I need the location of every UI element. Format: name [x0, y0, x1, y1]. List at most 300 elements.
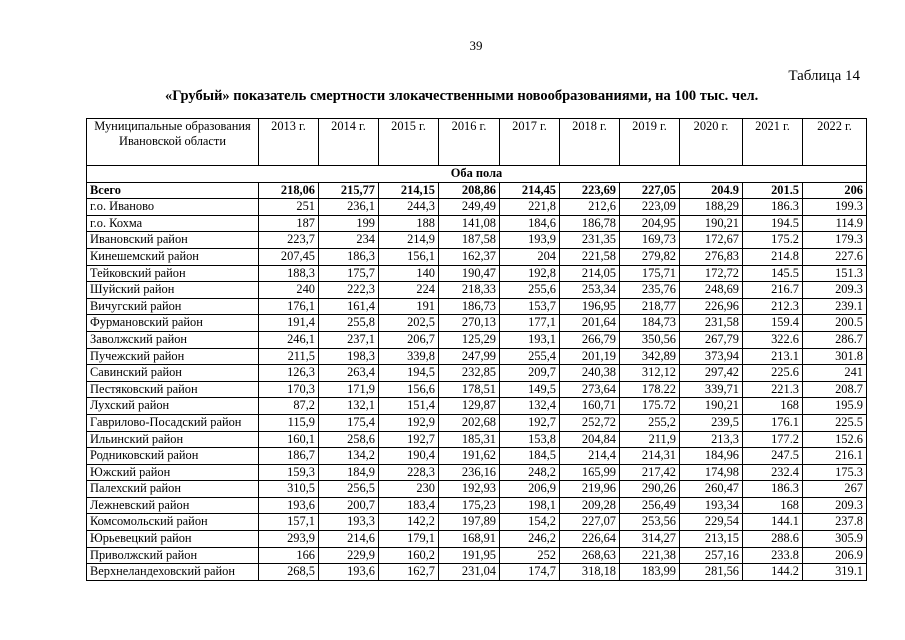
table-cell: 165,99 — [560, 464, 620, 481]
header-row — [87, 119, 867, 166]
table-cell: 172,72 — [680, 265, 743, 282]
column-header: 2014 г. — [319, 119, 379, 166]
column-header: 2022 г. — [803, 119, 867, 166]
row-name: г.о. Иваново — [87, 199, 259, 216]
row-name: г.о. Кохма — [87, 215, 259, 232]
table-cell: 212.3 — [743, 298, 803, 315]
table-cell: 223,09 — [620, 199, 680, 216]
table-cell: 227.6 — [803, 248, 867, 265]
table-cell: 169,73 — [620, 232, 680, 249]
table-cell: 240 — [259, 282, 319, 299]
table-cell: 160,1 — [259, 431, 319, 448]
table-cell: 184,5 — [500, 448, 560, 465]
table-cell: 339,8 — [379, 348, 439, 365]
table-cell: 201.5 — [743, 182, 803, 199]
table-row — [87, 414, 867, 431]
table-cell: 168 — [743, 497, 803, 514]
table-cell: 226,96 — [680, 298, 743, 315]
page-number: 39 — [469, 38, 483, 53]
table-cell: 175.72 — [620, 398, 680, 415]
table-cell: 140 — [379, 265, 439, 282]
table-cell: 190,21 — [680, 215, 743, 232]
table-cell: 206 — [803, 182, 867, 199]
table-cell: 151,4 — [379, 398, 439, 415]
table-cell: 270,13 — [439, 315, 500, 332]
table-cell: 221.3 — [743, 381, 803, 398]
table-cell: 237,1 — [319, 331, 379, 348]
table-cell: 216.1 — [803, 448, 867, 465]
table-cell: 114.9 — [803, 215, 867, 232]
column-header: 2019 г. — [620, 119, 680, 166]
table-cell: 175.2 — [743, 232, 803, 249]
table-cell: 208,86 — [439, 182, 500, 199]
table-cell: 193,9 — [500, 232, 560, 249]
table-cell: 186,3 — [319, 248, 379, 265]
table-cell: 156,1 — [379, 248, 439, 265]
table-cell: 199 — [319, 215, 379, 232]
table-row — [87, 265, 867, 282]
table-cell: 222,3 — [319, 282, 379, 299]
table-cell: 185,31 — [439, 431, 500, 448]
table-row — [87, 431, 867, 448]
row-name: Лухский район — [87, 398, 259, 415]
table-cell: 231,58 — [680, 315, 743, 332]
table-cell: 214.8 — [743, 248, 803, 265]
table-cell: 255,2 — [620, 414, 680, 431]
table-cell: 199.3 — [803, 199, 867, 216]
table-cell: 194.5 — [743, 215, 803, 232]
table-cell: 248,2 — [500, 464, 560, 481]
table-cell: 223,7 — [259, 232, 319, 249]
row-name: Шуйский район — [87, 282, 259, 299]
table-cell: 193,3 — [319, 514, 379, 531]
table-row — [87, 481, 867, 498]
table-cell: 266,79 — [560, 331, 620, 348]
table-cell: 288.6 — [743, 531, 803, 548]
table-cell: 214,6 — [319, 531, 379, 548]
row-name: Всего — [87, 182, 259, 199]
table-cell: 184,9 — [319, 464, 379, 481]
table-cell: 202,68 — [439, 414, 500, 431]
table-cell: 192,7 — [379, 431, 439, 448]
table-cell: 229,9 — [319, 547, 379, 564]
table-cell: 228,3 — [379, 464, 439, 481]
table-cell: 305.9 — [803, 531, 867, 548]
table-cell: 214,15 — [379, 182, 439, 199]
table-cell: 224 — [379, 282, 439, 299]
table-cell: 263,4 — [319, 365, 379, 382]
row-name: Верхнеландеховский район — [87, 564, 259, 581]
table-cell: 190,47 — [439, 265, 500, 282]
row-name: Гаврилово-Посадский район — [87, 414, 259, 431]
table-cell: 179,1 — [379, 531, 439, 548]
table-cell: 227,05 — [620, 182, 680, 199]
table-cell: 145.5 — [743, 265, 803, 282]
table-cell: 191,95 — [439, 547, 500, 564]
table-cell: 209.3 — [803, 497, 867, 514]
table-cell: 186,73 — [439, 298, 500, 315]
table-cell: 183,99 — [620, 564, 680, 581]
table-cell: 202,5 — [379, 315, 439, 332]
table-cell: 213,3 — [680, 431, 743, 448]
table-cell: 211,5 — [259, 348, 319, 365]
table-row — [87, 564, 867, 581]
table-row — [87, 547, 867, 564]
table-cell: 196,95 — [560, 298, 620, 315]
table-cell: 177.2 — [743, 431, 803, 448]
table-cell: 255,4 — [500, 348, 560, 365]
table-cell: 268,63 — [560, 547, 620, 564]
table-cell: 144.1 — [743, 514, 803, 531]
table-cell: 87,2 — [259, 398, 319, 415]
table-row — [87, 282, 867, 299]
table-cell: 186,78 — [560, 215, 620, 232]
table-cell: 216.7 — [743, 282, 803, 299]
table-cell: 255,6 — [500, 282, 560, 299]
table-cell: 350,56 — [620, 331, 680, 348]
table-cell: 227,07 — [560, 514, 620, 531]
table-cell: 235,76 — [620, 282, 680, 299]
column-header: 2017 г. — [500, 119, 560, 166]
row-name: Родниковский район — [87, 448, 259, 465]
table-cell: 151.3 — [803, 265, 867, 282]
table-row — [87, 331, 867, 348]
table-cell: 197,89 — [439, 514, 500, 531]
table-cell: 200.5 — [803, 315, 867, 332]
table-cell: 214,05 — [560, 265, 620, 282]
table-cell: 184,6 — [500, 215, 560, 232]
table-cell: 194,5 — [379, 365, 439, 382]
row-name: Приволжский район — [87, 547, 259, 564]
table-cell: 184,96 — [680, 448, 743, 465]
table-cell: 256,49 — [620, 497, 680, 514]
table-cell: 301.8 — [803, 348, 867, 365]
table-cell: 178.22 — [620, 381, 680, 398]
table-cell: 232,85 — [439, 365, 500, 382]
table-cell: 319.1 — [803, 564, 867, 581]
table-cell: 236,16 — [439, 464, 500, 481]
table-cell: 260,47 — [680, 481, 743, 498]
table-cell: 204.9 — [680, 182, 743, 199]
table-cell: 175,23 — [439, 497, 500, 514]
table-cell: 239.1 — [803, 298, 867, 315]
table-cell: 214,9 — [379, 232, 439, 249]
table-cell: 132,1 — [319, 398, 379, 415]
table-row — [87, 531, 867, 548]
table-cell: 257,16 — [680, 547, 743, 564]
table-cell: 237.8 — [803, 514, 867, 531]
table-cell: 252 — [500, 547, 560, 564]
table-cell: 175,4 — [319, 414, 379, 431]
row-name: Южский район — [87, 464, 259, 481]
table-cell: 132,4 — [500, 398, 560, 415]
row-name: Пестяковский район — [87, 381, 259, 398]
table-cell: 218,33 — [439, 282, 500, 299]
table-cell: 246,1 — [259, 331, 319, 348]
table-cell: 195.9 — [803, 398, 867, 415]
table-cell: 252,72 — [560, 414, 620, 431]
table-cell: 193,34 — [680, 497, 743, 514]
row-name: Юрьевецкий район — [87, 531, 259, 548]
table-cell: 187 — [259, 215, 319, 232]
table-cell: 232.4 — [743, 464, 803, 481]
table-cell: 172,67 — [680, 232, 743, 249]
table-cell: 225.5 — [803, 414, 867, 431]
table-cell: 144.2 — [743, 564, 803, 581]
row-name: Заволжский район — [87, 331, 259, 348]
table-cell: 297,42 — [680, 365, 743, 382]
table-cell: 219,96 — [560, 481, 620, 498]
table-cell: 253,34 — [560, 282, 620, 299]
table-cell: 211,9 — [620, 431, 680, 448]
column-header: 2018 г. — [560, 119, 620, 166]
table-row — [87, 315, 867, 332]
table-row — [87, 448, 867, 465]
table-cell: 226,64 — [560, 531, 620, 548]
table-cell: 176,1 — [259, 298, 319, 315]
table-cell: 231,04 — [439, 564, 500, 581]
table-label: Таблица 14 — [788, 68, 860, 84]
table-cell: 214,4 — [560, 448, 620, 465]
section-label: Оба пола — [87, 166, 867, 183]
table-cell: 161,4 — [319, 298, 379, 315]
table-cell: 373,94 — [680, 348, 743, 365]
table-cell: 157,1 — [259, 514, 319, 531]
column-header: 2015 г. — [379, 119, 439, 166]
table-cell: 240,38 — [560, 365, 620, 382]
table-cell: 293,9 — [259, 531, 319, 548]
table-cell: 190,21 — [680, 398, 743, 415]
row-name: Кинешемский район — [87, 248, 259, 265]
table-cell: 256,5 — [319, 481, 379, 498]
table-cell: 192,7 — [500, 414, 560, 431]
mortality-table — [86, 118, 867, 581]
table-row — [87, 365, 867, 382]
column-header: Муниципальные образования Ивановской области — [87, 119, 259, 166]
table-cell: 160,2 — [379, 547, 439, 564]
table-cell: 168 — [743, 398, 803, 415]
table-cell: 314,27 — [620, 531, 680, 548]
table-cell: 268,5 — [259, 564, 319, 581]
table-row — [87, 298, 867, 315]
table-cell: 129,87 — [439, 398, 500, 415]
table-cell: 188 — [379, 215, 439, 232]
table-cell: 217,42 — [620, 464, 680, 481]
table-cell: 208.7 — [803, 381, 867, 398]
table-cell: 276,83 — [680, 248, 743, 265]
table-cell: 174,7 — [500, 564, 560, 581]
table-cell: 177,1 — [500, 315, 560, 332]
table-cell: 221,58 — [560, 248, 620, 265]
table-cell: 206.9 — [803, 547, 867, 564]
table-cell: 221,8 — [500, 199, 560, 216]
table-cell: 249,49 — [439, 199, 500, 216]
table-cell: 162,7 — [379, 564, 439, 581]
column-header: 2013 г. — [259, 119, 319, 166]
row-name: Тейковский район — [87, 265, 259, 282]
table-cell: 142,2 — [379, 514, 439, 531]
table-cell: 215,77 — [319, 182, 379, 199]
table-cell: 239,5 — [680, 414, 743, 431]
table-row — [87, 514, 867, 531]
table-cell: 221,38 — [620, 547, 680, 564]
table-cell: 201,19 — [560, 348, 620, 365]
table-row — [87, 215, 867, 232]
table-cell: 175,7 — [319, 265, 379, 282]
table-cell: 267,79 — [680, 331, 743, 348]
table-cell: 178,51 — [439, 381, 500, 398]
table-cell: 192,8 — [500, 265, 560, 282]
row-name: Пучежский район — [87, 348, 259, 365]
column-header: 2021 г. — [743, 119, 803, 166]
table-cell: 193,6 — [319, 564, 379, 581]
table-cell: 255,8 — [319, 315, 379, 332]
table-cell: 223,69 — [560, 182, 620, 199]
table-cell: 207,45 — [259, 248, 319, 265]
table-cell: 273,64 — [560, 381, 620, 398]
table-row — [87, 381, 867, 398]
table-cell: 149,5 — [500, 381, 560, 398]
row-name: Ильинский район — [87, 431, 259, 448]
table-cell: 188,29 — [680, 199, 743, 216]
table-cell: 230 — [379, 481, 439, 498]
row-name: Лежневский район — [87, 497, 259, 514]
table-row — [87, 497, 867, 514]
table-row — [87, 232, 867, 249]
row-name: Ивановский район — [87, 232, 259, 249]
row-name: Комсомольский район — [87, 514, 259, 531]
table-cell: 190,4 — [379, 448, 439, 465]
table-cell: 134,2 — [319, 448, 379, 465]
table-cell: 246,2 — [500, 531, 560, 548]
table-cell: 213,15 — [680, 531, 743, 548]
table-cell: 318,18 — [560, 564, 620, 581]
row-name: Фурмановский район — [87, 315, 259, 332]
table-cell: 186.3 — [743, 199, 803, 216]
table-cell: 229,54 — [680, 514, 743, 531]
table-cell: 233.8 — [743, 547, 803, 564]
table-cell: 191,4 — [259, 315, 319, 332]
table-cell: 290,26 — [620, 481, 680, 498]
table-cell: 310,5 — [259, 481, 319, 498]
table-cell: 201,64 — [560, 315, 620, 332]
table-row — [87, 398, 867, 415]
table-cell: 339,71 — [680, 381, 743, 398]
table-cell: 213.1 — [743, 348, 803, 365]
table-cell: 209,28 — [560, 497, 620, 514]
table-cell: 162,37 — [439, 248, 500, 265]
table-cell: 214,45 — [500, 182, 560, 199]
table-cell: 247,99 — [439, 348, 500, 365]
table-cell: 184,73 — [620, 315, 680, 332]
table-cell: 160,71 — [560, 398, 620, 415]
table-cell: 141,08 — [439, 215, 500, 232]
table-cell: 267 — [803, 481, 867, 498]
table-cell: 214,31 — [620, 448, 680, 465]
table-cell: 218,06 — [259, 182, 319, 199]
column-header: 2020 г. — [680, 119, 743, 166]
table-cell: 225.6 — [743, 365, 803, 382]
table-cell: 204 — [500, 248, 560, 265]
table-cell: 247.5 — [743, 448, 803, 465]
table-cell: 251 — [259, 199, 319, 216]
table-cell: 206,7 — [379, 331, 439, 348]
table-cell: 192,9 — [379, 414, 439, 431]
section-row — [87, 166, 867, 183]
table-cell: 212,6 — [560, 199, 620, 216]
table-cell: 204,84 — [560, 431, 620, 448]
table-cell: 154,2 — [500, 514, 560, 531]
table-cell: 126,3 — [259, 365, 319, 382]
table-cell: 342,89 — [620, 348, 680, 365]
table-cell: 209,7 — [500, 365, 560, 382]
column-header: 2016 г. — [439, 119, 500, 166]
table-cell: 286.7 — [803, 331, 867, 348]
table-row — [87, 348, 867, 365]
table-cell: 206,9 — [500, 481, 560, 498]
table-cell: 156,6 — [379, 381, 439, 398]
table-cell: 153,7 — [500, 298, 560, 315]
table-cell: 200,7 — [319, 497, 379, 514]
table-cell: 191 — [379, 298, 439, 315]
table-cell: 183,4 — [379, 497, 439, 514]
row-name: Палехский район — [87, 481, 259, 498]
table-cell: 279,82 — [620, 248, 680, 265]
table-cell: 176.1 — [743, 414, 803, 431]
total-row — [87, 182, 867, 199]
table-cell: 170,3 — [259, 381, 319, 398]
table-cell: 188,3 — [259, 265, 319, 282]
table-row — [87, 199, 867, 216]
table-cell: 193,6 — [259, 497, 319, 514]
table-cell: 198,3 — [319, 348, 379, 365]
table-cell: 187,58 — [439, 232, 500, 249]
table-cell: 244,3 — [379, 199, 439, 216]
table-title: «Грубый» показатель смертности злокачественными новообразованиями, на 100 тыс. чел. — [165, 88, 759, 104]
table-cell: 322.6 — [743, 331, 803, 348]
table-cell: 281,56 — [680, 564, 743, 581]
table-cell: 312,12 — [620, 365, 680, 382]
table-cell: 241 — [803, 365, 867, 382]
table-cell: 179.3 — [803, 232, 867, 249]
table-row — [87, 464, 867, 481]
table-cell: 218,77 — [620, 298, 680, 315]
table-cell: 234 — [319, 232, 379, 249]
row-name: Савинский район — [87, 365, 259, 382]
row-name: Вичугский район — [87, 298, 259, 315]
table-cell: 258,6 — [319, 431, 379, 448]
table-cell: 153,8 — [500, 431, 560, 448]
table-cell: 204,95 — [620, 215, 680, 232]
table-cell: 193,1 — [500, 331, 560, 348]
table-cell: 175.3 — [803, 464, 867, 481]
table-cell: 168,91 — [439, 531, 500, 548]
table-cell: 191,62 — [439, 448, 500, 465]
table-cell: 253,56 — [620, 514, 680, 531]
table-cell: 171,9 — [319, 381, 379, 398]
table-cell: 159.4 — [743, 315, 803, 332]
table-cell: 236,1 — [319, 199, 379, 216]
table-cell: 175,71 — [620, 265, 680, 282]
table-cell: 186.3 — [743, 481, 803, 498]
table-cell: 159,3 — [259, 464, 319, 481]
table-cell: 125,29 — [439, 331, 500, 348]
table-row — [87, 248, 867, 265]
table-cell: 231,35 — [560, 232, 620, 249]
table-cell: 209.3 — [803, 282, 867, 299]
table-cell: 198,1 — [500, 497, 560, 514]
table-cell: 166 — [259, 547, 319, 564]
